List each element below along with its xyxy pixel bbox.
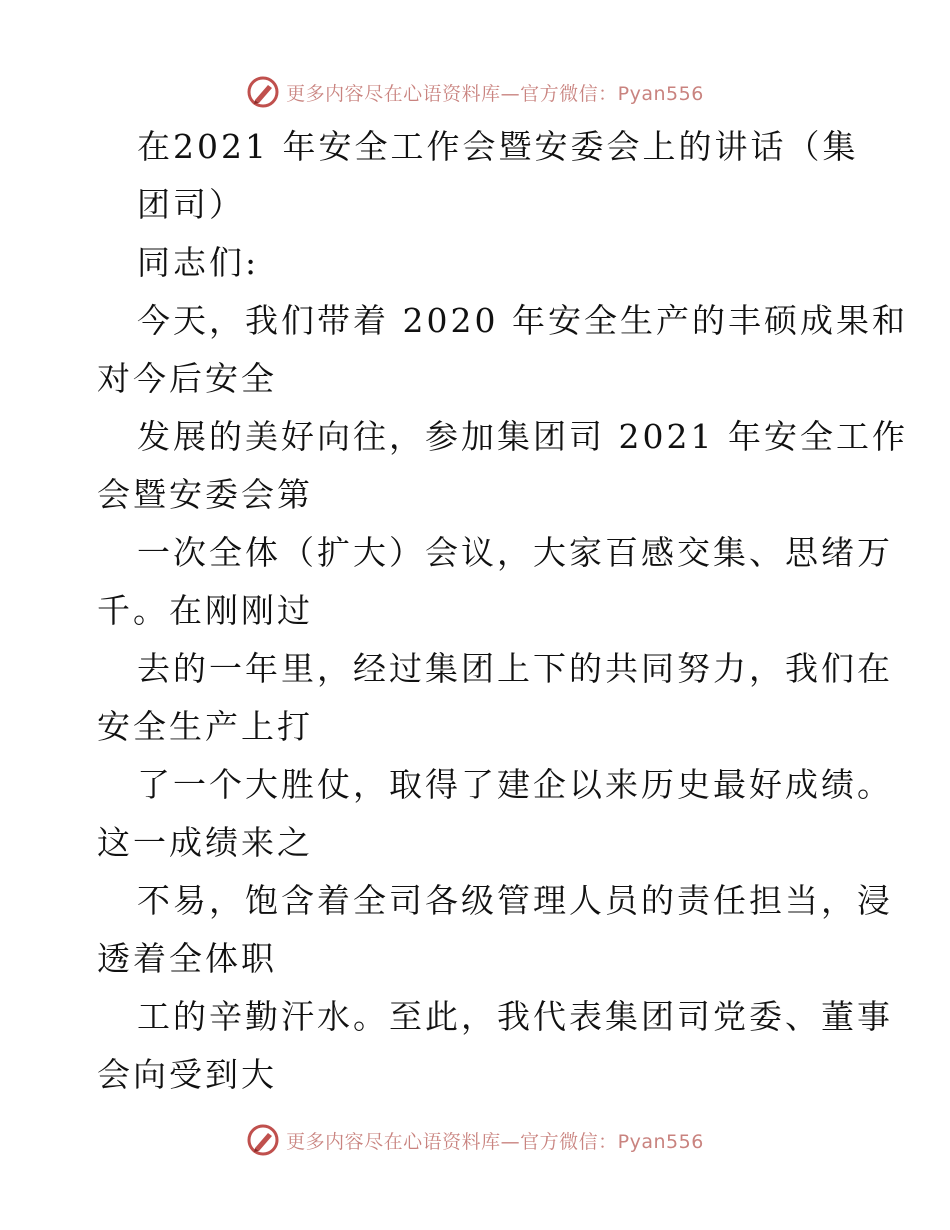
- banner-text: 更多内容尽在心语资料库—官方微信：Pyan556: [286, 1130, 704, 1153]
- document-line: 发展的美好向往，参加集团司 2021 年安全工作: [137, 417, 908, 456]
- document-line: 一次全体（扩大）会议，大家百感交集、思绪万: [137, 533, 893, 572]
- banner-text: 更多内容尽在心语资料库—官方微信：Pyan556: [286, 82, 704, 105]
- document-line: 会向受到大: [97, 1055, 277, 1094]
- document-line: 团司）: [137, 185, 245, 224]
- header-banner: [0, 70, 950, 114]
- document-line: 安全生产上打: [97, 707, 313, 746]
- document-line: 了一个大胜仗，取得了建企以来历史最好成绩。: [137, 765, 893, 804]
- footer-banner: [0, 1118, 950, 1162]
- document-line: 会暨安委会第: [97, 475, 313, 514]
- document-line: 千。在刚刚过: [97, 591, 313, 630]
- pen-logo-icon: [246, 75, 280, 109]
- document-line: 在2021 年安全工作会暨安委会上的讲话（集: [137, 127, 859, 166]
- document-line: 不易，饱含着全司各级管理人员的责任担当，浸: [137, 881, 893, 920]
- document-line: 同志们:: [137, 243, 260, 282]
- document-body: [97, 118, 908, 1104]
- document-line: 透着全体职: [97, 939, 277, 978]
- document-line: 对今后安全: [97, 359, 277, 398]
- pen-logo-icon: [246, 1123, 280, 1157]
- document-line: 这一成绩来之: [97, 823, 313, 862]
- document-line: 去的一年里，经过集团上下的共同努力，我们在: [137, 649, 893, 688]
- document-line: 今天，我们带着 2020 年安全生产的丰硕成果和: [137, 301, 908, 340]
- document-line: 工的辛勤汗水。至此，我代表集团司党委、董事: [137, 997, 893, 1036]
